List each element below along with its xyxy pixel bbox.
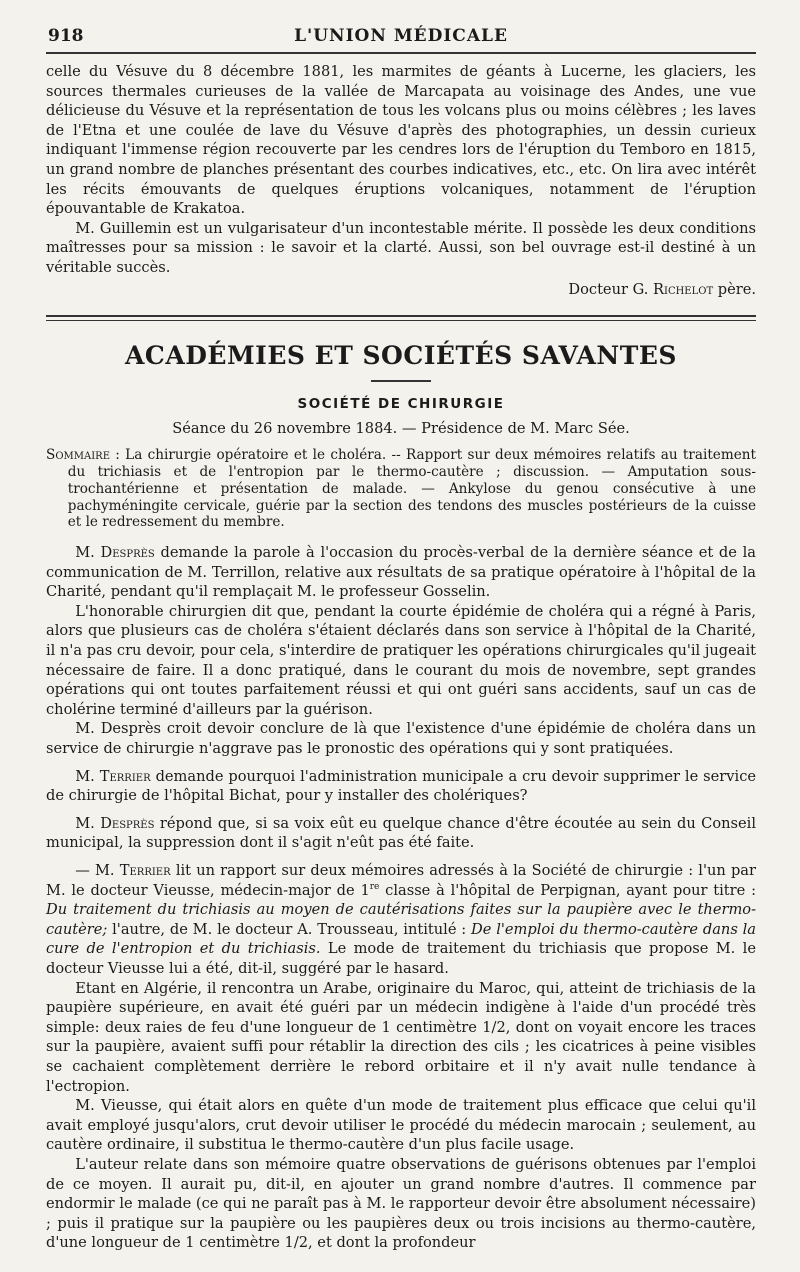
author-name: Richelot	[653, 280, 714, 298]
body-paragraph: M. Desprès répond que, si sa voix eût eu quelque chance d'être écoutée au sein du Conseil municipal, la suppression dont il s'agit n'eût pas été faite.	[46, 814, 756, 852]
section-divider	[46, 315, 756, 321]
body-paragraph: M. Vieusse, qui était alors en quête d'un mode de traitement plus efficace que celui qu'il avait employé jusqu'alors, crut devoir utiliser le procédé du médecin marocain ; seulement, au cautère ordinaire, il substitua le thermo-cautère d'un plus facile usage.	[46, 1097, 756, 1154]
summary-text: : La chirurgie opératoire et le choléra. -- Rapport sur deux mémoires relatifs au traitement du trichiasis et de l'entropion par le thermo-cautère ; discussion. — Amputation sous-trochantérienne et présentation de malade. — Ankylose du genou consécutive à une pachyméningite cervicale, guérie par la section des tendons des muscles postérieurs de la cuisse et le redressement du membre.	[67, 447, 756, 531]
review-signature: Docteur G. Richelot père.	[568, 280, 756, 298]
journal-title: L'UNION MÉDICALE	[294, 26, 508, 46]
body-paragraph: L'honorable chirurgien dit que, pendant la courte épidémie de choléra qui a régné à Paris, alors que plusieurs cas de choléra s'étaient déclarés dans son service à l'hôpital de la Charité, il n'a pas cru devoir, pour cela, s'interdire de pratiquer les opérations chirurgicales qu'il jugeait nécessaire de faire. Il a donc pratiqué, dans le courant du mois de novembre, sept grandes opérations qui ont toutes parfaitement réussi et qui ont guéri sans accidents, sauf un cas de cholérine terminé d'ailleurs par la guérison.	[46, 602, 756, 718]
page-number: 918	[48, 26, 84, 46]
summary-block	[46, 447, 756, 531]
body-paragraph: — M. Terrier lit un rapport sur deux mémoires adressés à la Société de chirurgie : l'un par M. le docteur Vieusse, médecin-major de 1re classe à l'hôpital de Perpignan, ayant pour titre : Du traitement du trichiasis au moyen de cautérisations faites sur la paupière avec le thermo-cautère; l'autre, de M. le docteur A. Trousseau, intitulé : De l'emploi du thermo-cautère dans la cure de l'entropion et du trichiasis. Le mode de traitement du trichiasis que propose M. le docteur Vieusse lui a été, dit-il, suggéré par le hasard.	[46, 862, 756, 977]
session-line: Séance du 26 novembre 1884. — Présidence de M. Marc Sée.	[172, 420, 630, 438]
body-paragraph: M. Desprès croit devoir conclure de là que l'existence d'une épidémie de choléra dans un service de chirurgie n'aggrave pas le pronostic des opérations qui y sont pratiquées.	[46, 720, 756, 758]
body-paragraph: M. Terrier demande pourquoi l'administration municipale a cru devoir supprimer le service de chirurgie de l'hôpital Bichat, pour y installer des cholériques?	[46, 767, 757, 805]
review-paragraph: M. Guillemin est un vulgarisateur d'un incontestable mérite. Il possède les deux conditions maîtresses pour sa mission : le savoir et la clarté. Aussi, son bel ouvrage est-il destiné à un véritable succès.	[46, 219, 756, 276]
body-paragraph: L'auteur relate dans son mémoire quatre observations de guérisons obtenues par l'emploi de ce moyen. Il aurait pu, dit-il, en ajouter un grand nombre d'autres. Il commence par endormir le malade (ce qui ne paraît pas à M. le rapporteur devoir être absolument nécessaire) ; puis il pratique sur la paupière ou les paupières deux ou trois incisions au thermo-cautère, d'une longueur de 1 centimètre 1/2, et dont la profondeur	[46, 1155, 756, 1252]
body-paragraph: M. Desprès demande la parole à l'occasion du procès-verbal de la dernière séance et de la communication de M. Terrillon, relative aux résultats de sa pratique opératoire à l'hôpital de la Charité, pendant qu'il remplaçait M. le professeur Gosselin.	[46, 544, 756, 601]
title-rule	[371, 380, 431, 382]
section-title: ACADÉMIES ET SOCIÉTÉS SAVANTES	[125, 341, 677, 371]
body-paragraph: Etant en Algérie, il rencontra un Arabe, originaire du Maroc, qui, atteint de trichiasis de la paupière supérieure, en avait été guéri par un médecin indigène à l'aide d'un procédé très simple: deux raies de feu d'une longueur de 1 centimètre 1/2, dont on voyait encore les traces sur la paupière, avaient suffi pour rétablir la direction des cils ; les cicatrices à peine visibles se cachaient complètement derrière le rebord orbitaire et il n'y avait nulle tendance à l'ectropion.	[46, 979, 756, 1095]
running-header	[46, 22, 756, 54]
society-heading: SOCIÉTÉ DE CHIRURGIE	[297, 396, 505, 413]
summary-label: Sommaire	[46, 447, 110, 464]
review-paragraph: celle du Vésuve du 8 décembre 1881, les marmites de géants à Lucerne, les glaciers, les sources thermales curieuses de la vallée de Marcapata au voisinage des Andes, une vue délicieuse du Vésuve et la représentation de tous les volcans plus ou moins célèbres ; les laves de l'Etna et une coulée de lave du Vésuve d'après des photographies, un dessin curieux indiquant l'immense région recouverte par les cendres lors de l'éruption du Temboro en 1815, un grand nombre de planches présentant des courbes indicatives, etc., etc. On lira avec intérêt les récits émouvants de quelques éruptions volcaniques, notamment de l'éruption épouvantable de Krakatoa.	[46, 63, 756, 218]
